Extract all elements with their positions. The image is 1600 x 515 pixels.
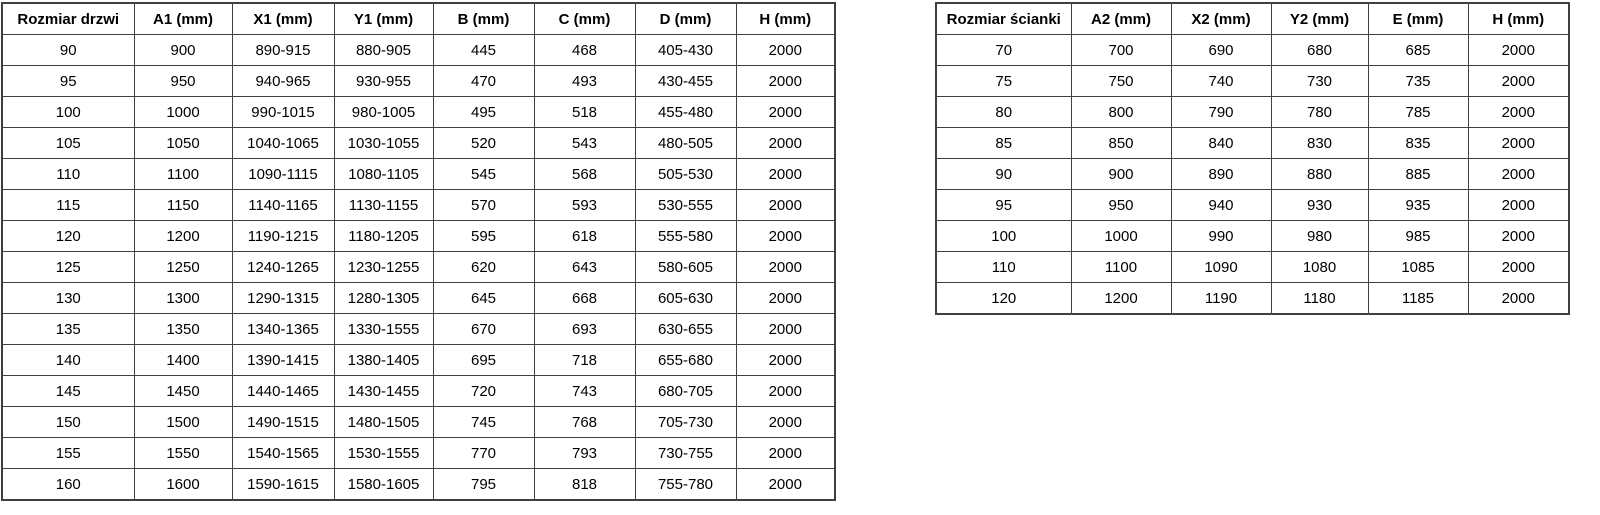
table-cell: 1000 [134, 97, 232, 128]
column-header: A1 (mm) [134, 3, 232, 35]
table-cell: 1000 [1071, 221, 1171, 252]
table-cell: 90 [2, 35, 134, 66]
table-cell: 115 [2, 190, 134, 221]
door-size-table [1, 2, 836, 501]
column-header: A2 (mm) [1071, 3, 1171, 35]
table-cell: 1185 [1368, 283, 1468, 315]
header-row [936, 3, 1569, 35]
column-header: H (mm) [1468, 3, 1569, 35]
table-cell: 800 [1071, 97, 1171, 128]
table-cell: 680-705 [635, 376, 736, 407]
column-header: Y1 (mm) [334, 3, 433, 35]
table-cell: 1450 [134, 376, 232, 407]
table-cell: 1200 [134, 221, 232, 252]
table-cell: 120 [2, 221, 134, 252]
table-cell: 735 [1368, 66, 1468, 97]
table-cell: 740 [1171, 66, 1271, 97]
table-row [2, 35, 835, 66]
table-cell: 1180 [1271, 283, 1368, 315]
table-cell: 2000 [1468, 66, 1569, 97]
table-cell: 1040-1065 [232, 128, 334, 159]
table-cell: 1430-1455 [334, 376, 433, 407]
table-cell: 1100 [134, 159, 232, 190]
table-cell: 835 [1368, 128, 1468, 159]
table-cell: 620 [433, 252, 534, 283]
table-cell: 593 [534, 190, 635, 221]
table-cell: 818 [534, 469, 635, 501]
table-cell: 1330-1555 [334, 314, 433, 345]
table-row [2, 407, 835, 438]
table-cell: 1600 [134, 469, 232, 501]
table-cell: 100 [936, 221, 1071, 252]
table-cell: 980 [1271, 221, 1368, 252]
table-cell: 930-955 [334, 66, 433, 97]
table-cell: 2000 [736, 314, 835, 345]
table-cell: 1480-1505 [334, 407, 433, 438]
table-cell: 1280-1305 [334, 283, 433, 314]
table-cell: 880 [1271, 159, 1368, 190]
table-row [936, 128, 1569, 159]
table-cell: 880-905 [334, 35, 433, 66]
table-cell: 950 [1071, 190, 1171, 221]
table-cell: 80 [936, 97, 1071, 128]
table-row [2, 66, 835, 97]
table-cell: 95 [936, 190, 1071, 221]
table-cell: 155 [2, 438, 134, 469]
table-cell: 85 [936, 128, 1071, 159]
table-cell: 2000 [1468, 221, 1569, 252]
table-cell: 545 [433, 159, 534, 190]
table-cell: 580-605 [635, 252, 736, 283]
table-cell: 505-530 [635, 159, 736, 190]
column-header: E (mm) [1368, 3, 1468, 35]
table-cell: 795 [433, 469, 534, 501]
table-cell: 530-555 [635, 190, 736, 221]
table-cell: 690 [1171, 35, 1271, 66]
table-cell: 1190-1215 [232, 221, 334, 252]
column-header: D (mm) [635, 3, 736, 35]
table-row [2, 97, 835, 128]
table-cell: 785 [1368, 97, 1468, 128]
table-cell: 755-780 [635, 469, 736, 501]
table-cell: 1590-1615 [232, 469, 334, 501]
table-cell: 1080-1105 [334, 159, 433, 190]
table-cell: 160 [2, 469, 134, 501]
table-cell: 2000 [1468, 159, 1569, 190]
column-header: X1 (mm) [232, 3, 334, 35]
table-cell: 1030-1055 [334, 128, 433, 159]
table-cell: 1090-1115 [232, 159, 334, 190]
table-cell: 518 [534, 97, 635, 128]
table-cell: 935 [1368, 190, 1468, 221]
table-cell: 655-680 [635, 345, 736, 376]
table-cell: 130 [2, 283, 134, 314]
table-row [936, 35, 1569, 66]
table-cell: 695 [433, 345, 534, 376]
table-cell: 1580-1605 [334, 469, 433, 501]
table-cell: 145 [2, 376, 134, 407]
table-cell: 685 [1368, 35, 1468, 66]
table-cell: 850 [1071, 128, 1171, 159]
table-cell: 705-730 [635, 407, 736, 438]
table-row [936, 66, 1569, 97]
table-cell: 1530-1555 [334, 438, 433, 469]
table-cell: 743 [534, 376, 635, 407]
table-cell: 2000 [736, 469, 835, 501]
column-header: X2 (mm) [1171, 3, 1271, 35]
table-cell: 750 [1071, 66, 1171, 97]
table-row [2, 314, 835, 345]
table-cell: 1150 [134, 190, 232, 221]
table-cell: 2000 [736, 159, 835, 190]
table-cell: 1490-1515 [232, 407, 334, 438]
table-cell: 680 [1271, 35, 1368, 66]
table-row [2, 345, 835, 376]
table-cell: 1540-1565 [232, 438, 334, 469]
table-cell: 1085 [1368, 252, 1468, 283]
column-header: H (mm) [736, 3, 835, 35]
table-cell: 1400 [134, 345, 232, 376]
table-cell: 125 [2, 252, 134, 283]
table-cell: 1100 [1071, 252, 1171, 283]
table-cell: 1080 [1271, 252, 1368, 283]
table-cell: 1340-1365 [232, 314, 334, 345]
table-row [936, 97, 1569, 128]
table-row [2, 190, 835, 221]
table-cell: 570 [433, 190, 534, 221]
table-row [2, 221, 835, 252]
table-cell: 1050 [134, 128, 232, 159]
table-cell: 990 [1171, 221, 1271, 252]
table-cell: 770 [433, 438, 534, 469]
table-cell: 1180-1205 [334, 221, 433, 252]
table-cell: 2000 [1468, 190, 1569, 221]
table-cell: 105 [2, 128, 134, 159]
table-cell: 90 [936, 159, 1071, 190]
table-cell: 2000 [736, 438, 835, 469]
table-cell: 1380-1405 [334, 345, 433, 376]
column-header: Rozmiar ścianki [936, 3, 1071, 35]
table-cell: 445 [433, 35, 534, 66]
table-cell: 890 [1171, 159, 1271, 190]
table-cell: 793 [534, 438, 635, 469]
table-cell: 1390-1415 [232, 345, 334, 376]
table-cell: 900 [134, 35, 232, 66]
table-cell: 520 [433, 128, 534, 159]
table-cell: 543 [534, 128, 635, 159]
table-cell: 2000 [736, 407, 835, 438]
table-cell: 668 [534, 283, 635, 314]
table-cell: 2000 [1468, 128, 1569, 159]
table-cell: 2000 [1468, 252, 1569, 283]
table-cell: 2000 [736, 345, 835, 376]
table-cell: 940 [1171, 190, 1271, 221]
table-cell: 1300 [134, 283, 232, 314]
table-cell: 605-630 [635, 283, 736, 314]
table-cell: 135 [2, 314, 134, 345]
table-row [2, 252, 835, 283]
table-cell: 2000 [736, 221, 835, 252]
table-cell: 1290-1315 [232, 283, 334, 314]
table-row [2, 376, 835, 407]
table-row [2, 469, 835, 501]
table-cell: 840 [1171, 128, 1271, 159]
table-cell: 990-1015 [232, 97, 334, 128]
table-cell: 985 [1368, 221, 1468, 252]
column-header: Rozmiar drzwi [2, 3, 134, 35]
table-cell: 1130-1155 [334, 190, 433, 221]
table-cell: 730-755 [635, 438, 736, 469]
table-cell: 1200 [1071, 283, 1171, 315]
table-row [936, 221, 1569, 252]
table-cell: 2000 [736, 190, 835, 221]
table-cell: 980-1005 [334, 97, 433, 128]
wall-size-table [935, 2, 1570, 315]
table-cell: 110 [936, 252, 1071, 283]
table-cell: 150 [2, 407, 134, 438]
table-row [936, 190, 1569, 221]
table-cell: 643 [534, 252, 635, 283]
table-cell: 780 [1271, 97, 1368, 128]
table-cell: 730 [1271, 66, 1368, 97]
table-cell: 1350 [134, 314, 232, 345]
table-cell: 480-505 [635, 128, 736, 159]
table-cell: 495 [433, 97, 534, 128]
table-row [936, 283, 1569, 315]
table-cell: 700 [1071, 35, 1171, 66]
table-cell: 693 [534, 314, 635, 345]
table-cell: 120 [936, 283, 1071, 315]
table-cell: 1190 [1171, 283, 1271, 315]
table-cell: 1500 [134, 407, 232, 438]
table-cell: 2000 [1468, 97, 1569, 128]
table-cell: 618 [534, 221, 635, 252]
header-row [2, 3, 835, 35]
table-cell: 493 [534, 66, 635, 97]
table-cell: 555-580 [635, 221, 736, 252]
table-cell: 140 [2, 345, 134, 376]
table-row [2, 283, 835, 314]
table-cell: 2000 [736, 376, 835, 407]
table-row [2, 128, 835, 159]
table-cell: 2000 [736, 128, 835, 159]
table-cell: 455-480 [635, 97, 736, 128]
table-cell: 718 [534, 345, 635, 376]
table-row [936, 159, 1569, 190]
table-cell: 768 [534, 407, 635, 438]
table-cell: 830 [1271, 128, 1368, 159]
table-cell: 2000 [736, 283, 835, 314]
table-cell: 950 [134, 66, 232, 97]
table-cell: 405-430 [635, 35, 736, 66]
column-header: B (mm) [433, 3, 534, 35]
table-cell: 790 [1171, 97, 1271, 128]
table-cell: 720 [433, 376, 534, 407]
table-cell: 470 [433, 66, 534, 97]
table-cell: 75 [936, 66, 1071, 97]
table-cell: 885 [1368, 159, 1468, 190]
table-row [936, 252, 1569, 283]
table-cell: 1140-1165 [232, 190, 334, 221]
table-cell: 745 [433, 407, 534, 438]
table-cell: 645 [433, 283, 534, 314]
table-cell: 900 [1071, 159, 1171, 190]
table-cell: 1090 [1171, 252, 1271, 283]
table-cell: 2000 [1468, 283, 1569, 315]
table-cell: 95 [2, 66, 134, 97]
table-cell: 430-455 [635, 66, 736, 97]
table-cell: 2000 [736, 35, 835, 66]
table-cell: 670 [433, 314, 534, 345]
column-header: C (mm) [534, 3, 635, 35]
table-cell: 630-655 [635, 314, 736, 345]
table-cell: 2000 [1468, 35, 1569, 66]
table-cell: 2000 [736, 66, 835, 97]
table-cell: 1550 [134, 438, 232, 469]
table-cell: 568 [534, 159, 635, 190]
table-cell: 468 [534, 35, 635, 66]
table-cell: 2000 [736, 252, 835, 283]
table-cell: 1250 [134, 252, 232, 283]
table-row [2, 438, 835, 469]
table-cell: 1240-1265 [232, 252, 334, 283]
table-cell: 2000 [736, 97, 835, 128]
table-cell: 940-965 [232, 66, 334, 97]
table-cell: 110 [2, 159, 134, 190]
table-cell: 100 [2, 97, 134, 128]
table-cell: 1230-1255 [334, 252, 433, 283]
table-cell: 930 [1271, 190, 1368, 221]
table-cell: 595 [433, 221, 534, 252]
table-cell: 70 [936, 35, 1071, 66]
table-row [2, 159, 835, 190]
table-cell: 1440-1465 [232, 376, 334, 407]
table-cell: 890-915 [232, 35, 334, 66]
column-header: Y2 (mm) [1271, 3, 1368, 35]
